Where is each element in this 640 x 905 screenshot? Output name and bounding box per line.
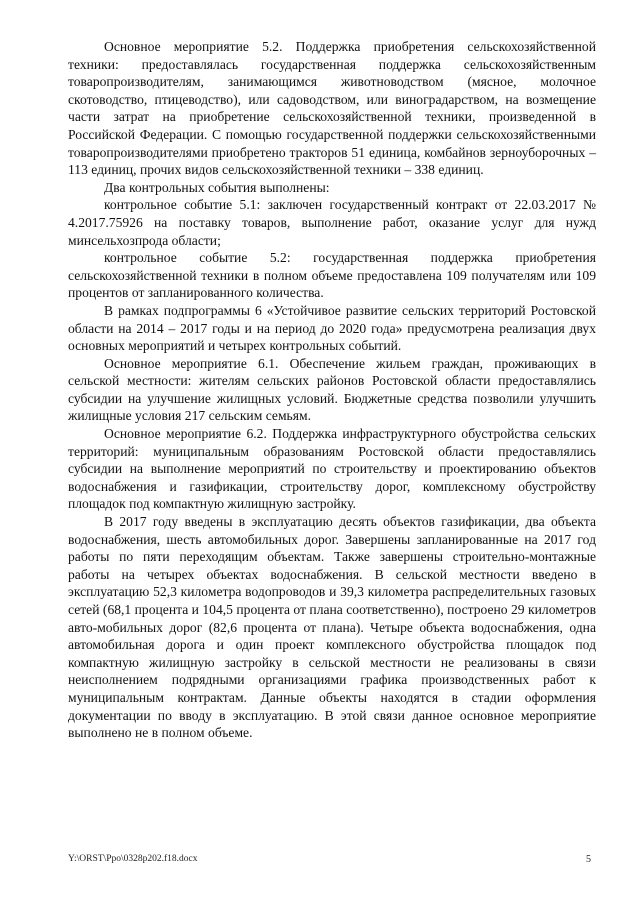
- paragraph-measure-6-1: Основное мероприятие 6.1. Обеспечение жильем граждан, проживающих в сельской местности: жителям сельских районов Ростовской области предоставлялись субсидии на улучшение жилищных условий. Бюджетные средства позволили улучшить жилищные условия 217 сельским семьям.: [68, 355, 596, 424]
- footer-page-number: 5: [586, 854, 591, 865]
- paragraph-control-events-intro: Два контрольных события выполнены:: [104, 179, 330, 195]
- paragraph-control-event-5-1: контрольное событие 5.1: заключен государственный контракт от 22.03.2017 № 4.2017.75926 на поставку товаров, выполнение работ, оказание услуг для нужд минсельхозпрода области;: [68, 197, 596, 248]
- document-body: [68, 38, 596, 742]
- paragraph-measure-6-2: Основное мероприятие 6.2. Поддержка инфраструктурного обустройства сельских территорий: муниципальным образованиям Ростовской области предоставлялись субсидии на выполнение мероприятий по строительству и проектированию объектов водоснабжения и газификации, строительству дорог, комплексному обустройству площадок под компактную жилищную застройку.: [68, 426, 596, 512]
- paragraph-control-event-5-2: контрольное событие 5.2: государственная поддержка приобретения сельскохозяйственной техники в полном объеме предоставлена 109 получателям или 109 процентов от запланированного количества.: [68, 250, 596, 301]
- paragraph-measure-5-2: Основное мероприятие 5.2. Поддержка приобретения сельскохозяйственной техники: предоставлялась государственная поддержка сельскохозяйственным товаропроизводителям, занимающимся животноводством (мясное, молочное скотоводство, птицеводство), или садоводством, или виноградарством, на возмещение части затрат на приобретение сельскохозяйственной техники, произведенной в Российской Федерации. С помощью государственной поддержки сельскохозяйственными товаропроизводителями приобретено тракторов 51 единица, комбайнов зерноуборочных – 113 единиц, прочих видов сельскохозяйственной техники – 338 единиц.: [68, 39, 596, 178]
- footer-file-path: Y:\ORST\Ppo\0328p202.f18.docx: [68, 854, 198, 864]
- paragraph-subprogram-6: В рамках подпрограммы 6 «Устойчивое развитие сельских территорий Ростовской области на 2014 – 2017 годы и на период до 2020 года» предусмотрена реализация двух основных мероприятий и четырех контрольных событий.: [68, 302, 596, 354]
- paragraph-2017-results: В 2017 году введены в эксплуатацию десять объектов газификации, два объекта водоснабжения, шесть автомобильных дорог. Завершены запланированные на 2017 год работы по пяти переходящим объектам. Также завершены строительно-монтажные работы на четырех объектах водоснабжения. В сельской местности введено в эксплуатацию 52,3 километра водопроводов и 39,3 километра распределительных газовых сетей (68,1 процента и 104,5 процента от плана соответственно), построено 29 километров авто-мобильных дорог (82,6 процента от плана). Четыре объекта водоснабжения, одна автомобильная дорога и один проект комплексного обустройства площадок под компактную жилищную застройку в сельской местности не реализованы в связи неисполнением подрядными организациями графика производственных работ к муниципальным контрактам. Данные объекты находятся в стадии оформления документации по вводу в эксплуатацию. В этой связи данное основное мероприятие выполнено не в полном объеме.: [68, 514, 596, 741]
